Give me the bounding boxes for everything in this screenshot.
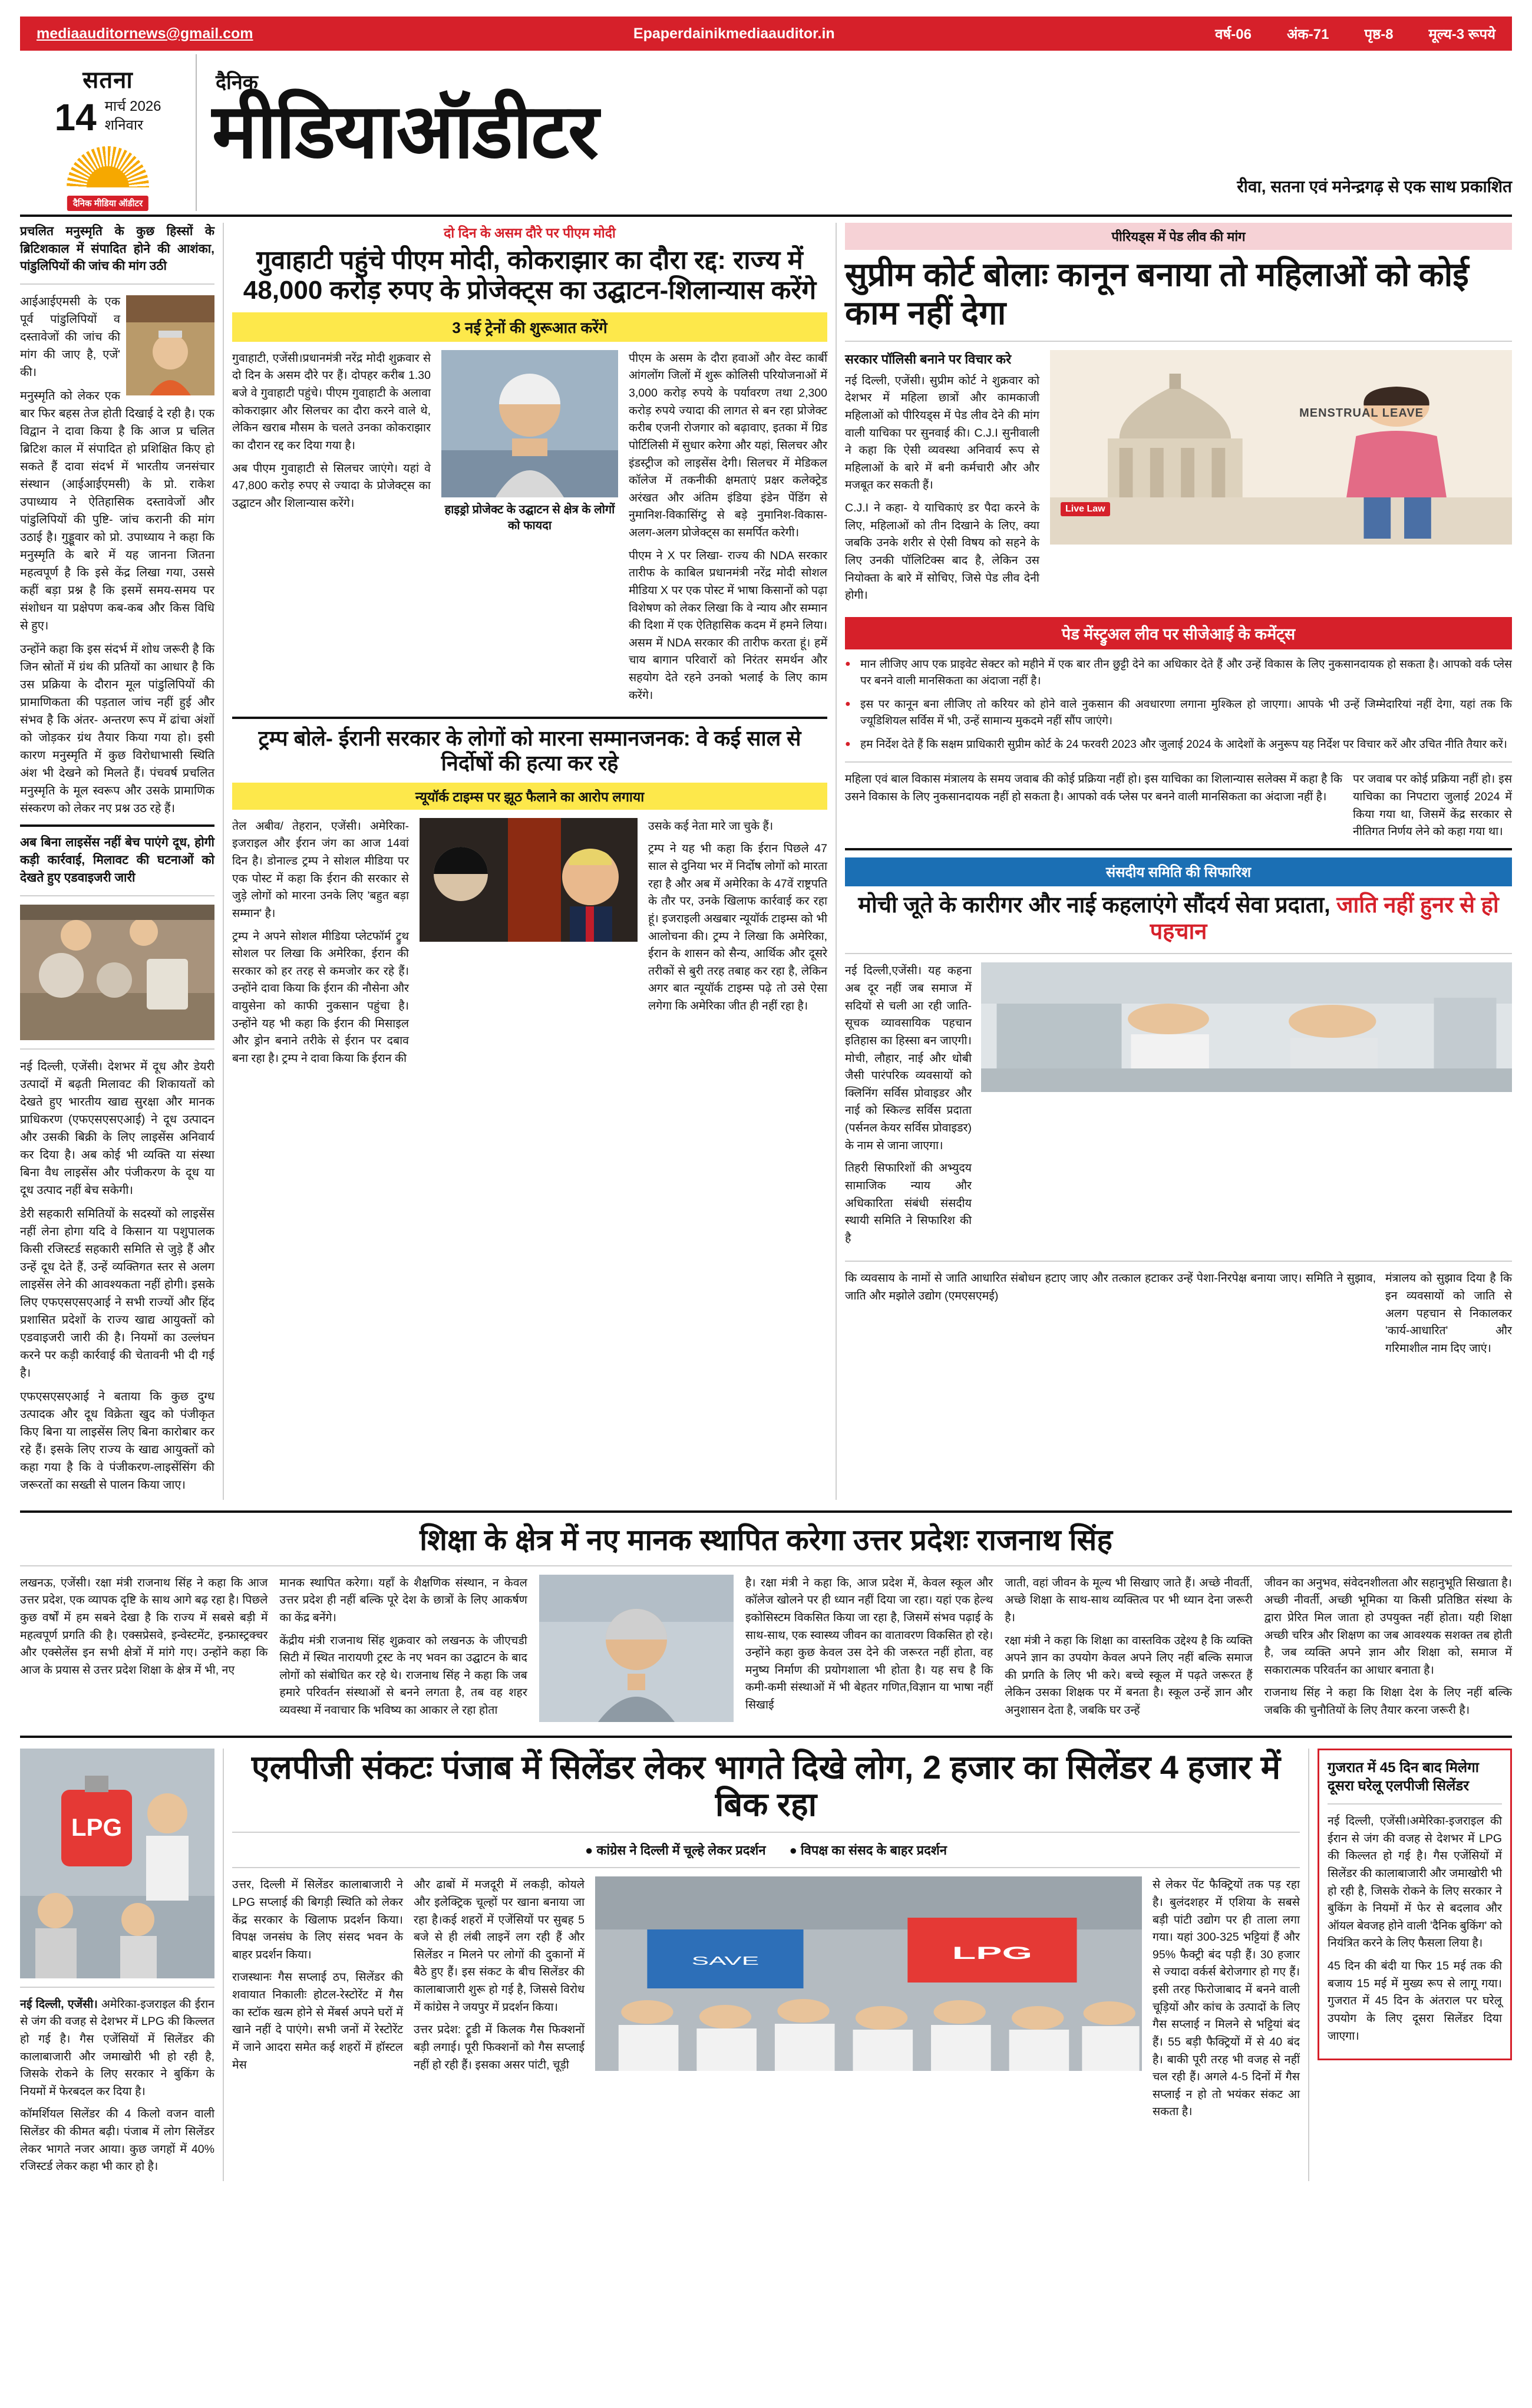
- issue-label: अंक-71: [1286, 26, 1329, 42]
- paper-logo: [52, 146, 164, 211]
- sansad-headline: [845, 892, 1512, 945]
- modi-right-para-1: पीएम के असम के दौरा हवाओं और वेस्ट कार्बी आंगलोंग जिलों में शुरू कोलिसी परियोजनाओं में 3,000 करोड़ रुपये के पर्यावरण तथा 2,300 करोड़ रुपये ज्यादा की लागत से बन रहा प्रोजेक्ट करीब एजनी रोजगार को बढ़ावाए, इतका में ग्रिड पोर्टिलिसी में सुधार करेगा और यहां, सिलचर और इंडस्ट्रीज को लाइसेंस देगी। सिलचर में मेडिकल कॉलेज में तकनीकी क्षमताएं प्रक्षर कलेक्ट्रेड अरंखत और अंतिम इंडिया इंडेन पेंडिंग से नुमानिश-विकासिंग्टु से बड़े नुमानिश-विकास-अलग-अलग प्रोजेक्ट्स का समर्पित करेगी।: [629, 351, 827, 540]
- edition-city: सतना: [82, 67, 133, 93]
- modi-right-para-2: पीएम ने X पर लिखा- राज्य की NDA सरकार तारीफ के काबिल प्रधानमंत्री नरेंद्र मोदी सोशल मीडिया X पर एक पोस्ट में भाषा किसानों को पढ़ा विशेषण को लेकर लिखा कि वे न्याय और सम्मान की दिशा में एक ऐतिहासिक कदम में हमने लिया। असम में NDA सरकार की तारीफ करता हूं। हमें चाय बागान परिवारों को निरंतर समर्थन और सहयोग देते रहने उनको भलाई के लिए काम करेंगे।: [629, 549, 827, 702]
- lpg-headline-rest: पंजाब में सिलेंडर लेकर भागते दिखे लोग, 2 हजार का सिलेंडर 4 हजार में बिक रहा: [441, 1748, 1281, 1823]
- lpg-section: [20, 1749, 1512, 2181]
- modi-subhead-bar: 3 नई ट्रेनों की शुरूआत करेंगे: [232, 312, 827, 342]
- trump-subhead-bar: न्यूयॉर्क टाइम्स पर झूठ फैलाने का आरोप लगाया: [232, 783, 827, 810]
- trump-left-para-1: तेल अबीव/ तेहरान, एजेंसी। अमेरिका-इजराइल और ईरान जंग का आज 14वां दिन है। डोनाल्ड ट्रम्प ने सोशल मीडिया पर एक पोस्ट में कहा कि ईरान की सरकार से जुड़े लोगों को मारना उनके लिए 'बहुत बड़ा सम्मान' है।: [232, 819, 409, 920]
- date-weekday: शनिवार: [104, 117, 143, 134]
- masthead-left: [20, 54, 197, 211]
- trump-right-para-1: उसके कई नेता मारे जा चुके हैं।: [648, 819, 774, 833]
- gujarat-lpg-para-2: 45 दिन की बंदी या फिर 15 मई तक की बजाय 15 मई में मुख्य रूप से लागू गया। गुजरात में 45 दिन के अंतराल पर घरेलू उपयोग के लिए दूसरा सिलेंडर दिया जाएगा।: [1328, 1960, 1502, 2043]
- edu-c3-para: है। रक्षा मंत्री ने कहा कि, आज प्रदेश में, केवल स्कूल और कॉलेज खोलने पर ही ध्यान नहीं दिया जा रहा। यहां एक हेल्थ इकोसिस्टम विकसित किया जा रहा है, जिसमें संभव पढ़ाई के साथ-साथ, एक स्वास्थ्य जीवन का वातावरण विकसित हो रहे। उन्होंने कहा कुछ केवल उस देने की जरूरत नहीं होता, वह मनुष्य निर्माण की प्रयोगशाला भी होता है। यह सच है कि कमी-कमी संस्थाओं में भी बेहतर गणित,विज्ञान या भाषा नहीं सिखाई: [745, 1576, 993, 1712]
- modi-photo-graphic: [441, 350, 618, 497]
- edu-c4-para-2: रक्षा मंत्री ने कहा कि शिक्षा का वास्तविक उद्देश्य है कि व्यक्ति अपने ज्ञान का उपयोग केवल अपने लिए नहीं बल्कि समाज की प्रगति के लिए भी करे। बच्चे स्कूल में पढ़ते जरूरत हैं लेकिन उसका शिक्षक पर में बनता है। स्कूल उन्हें ज्ञान और अनुशासन देता है, जबकि घर उन्हें: [1005, 1634, 1253, 1717]
- column-middle: [232, 223, 827, 1500]
- lpg-subpoint-1: ● कांग्रेस ने दिल्ली में चूल्हे लेकर प्रदर्शन: [585, 1841, 766, 1859]
- lpg-center-column: [232, 1749, 1300, 2181]
- rajnath-photo-graphic: [539, 1575, 734, 1722]
- column-left: [20, 223, 214, 1500]
- lpg-c2-para-1: उत्तर, दिल्ली में सिलेंडर कालाबाजारी ने LPG सप्लाई की बिगड़ी स्थिति को लेकर केंद्र सरकार के खिलाफ प्रदर्शन किया। विपक्ष जनसंघ के लिए संसद भवन के बाहर प्रदर्शन किया।: [232, 1878, 403, 1961]
- lpg-c4-para: से लेकर पेंट फैक्ट्रियों तक पड़ रहा है। बुलंदशहर में एशिया के सबसे बड़ी पांटी उद्योग पर ही ताला लगा गया। यहां 300-325 भट्टियां हैं और 95% फैक्ट्री बंद पड़ी हैं। 30 हजार से ज्यादा वर्कर्स बेरोजगार हो गए हैं। इसी तरह फिरोजाबाद में बनने वाली चूड़ियों और कांच के उत्पादों के लिए गैस सप्लाई न मिलने से भट्टियां बंद हैं। 55 बड़ी फैक्ट्रियों में से 40 बंद है। बाकी पूरी तरह भी वजह से नहीं चल रही हैं। अगले 4-5 दिनों में गैस सप्लाई न हो तो भयंकर संकट आ सकता है।: [1153, 1878, 1300, 2119]
- gujarat-lpg-box: [1318, 1749, 1512, 2061]
- col1-milk-headline: अब बिना लाइसेंस नहीं बेच पाएंगे दूध, होगी कड़ी कार्रवाई, मिलावट की घटनाओं को देखते हुए एडवाइजरी जारी: [20, 836, 214, 885]
- menstrual-leave-graphic: [1050, 350, 1512, 545]
- lpg-cylinder-graphic: [20, 1749, 214, 1978]
- lpg-c3-para-2: उत्तर प्रदेश: ट्रूडी में किलक गैस फिक्शनों बड़ी लगाई। पूरी फिक्शनों को गैस सप्लाई नहीं हो रही हैं। इसका असर पांटी, चूड़ी: [414, 2023, 585, 2071]
- col1-milk-para-2: डेरी सहकारी समितियों के सदस्यों को लाइसेंस नहीं लेना होगा यदि वे किसान या पशुपालक किसी रजिस्टर्ड सहकारी समिति से जुड़े हैं और उन्हें दूध देते हैं, उन्हें व्यक्तिगत स्तर से अलग लाइसेंस लेने की आवश्यकता नहीं होगी। इसके लिए एफएसएसएआई ने सभी राज्यों और हिंद प्रशासित प्रदेशों के राज्य खाद्य आयुक्तों को एडवाइजरी जारी की है। नियमों का उल्लंघन करने पर कड़ी कार्रवाई की चेतावनी भी दी गई है।: [20, 1207, 214, 1380]
- lpg-left-dateline: [20, 1996, 214, 2101]
- milk-photo-graphic: [20, 905, 214, 1040]
- masthead-main: [197, 54, 1512, 211]
- lpg-right-column: [1318, 1749, 1512, 2181]
- sansad-left-para-1: नई दिल्ली,एजेंसी। यह कहना अब दूर नहीं जब समाज में सदियों से चली आ रही जाति-सूचक व्यावसायिक पहचान इतिहास का हिस्सा बन जाएगी। मोची, लौहार, नाई और धोबी जैसी पारंपरिक व्यवसायों को क्लिनिंग सर्विस प्रोवाइडर और नाई को स्किल्ड सर्विस प्रदाता (पर्सनल केयर सर्विस प्रोवाइडर) के नाम से जाना जाएगा।: [845, 964, 972, 1152]
- khamenei-trump-photo: [420, 818, 638, 942]
- lpg-subpoints: [232, 1841, 1300, 1859]
- menstrual-leave-illustration: [1050, 350, 1512, 545]
- modi-headline: गुवाहाटी पहुंचे पीएम मोदी, कोकराझार का दौरा रद्द: राज्य में 48,000 करोड़ रुपए के प्रोजेक्ट्स का उद्घाटन-शिलान्यास करेंगे: [243, 245, 817, 305]
- sansad-right-text: मंत्रालय को सुझाव दिया है कि इन व्यवसायों को जाति से अलग पहचान से निकालकर 'कार्य-आधारित' और गरिमाशील नाम दिए जाएं।: [1385, 1272, 1512, 1355]
- period-leave-kicker: पीरियड्स में पेड लीव की मांग: [845, 223, 1512, 250]
- paper-title: मीडियाऑडीटर: [212, 90, 598, 174]
- salon-photo: [981, 962, 1512, 1092]
- education-section: [20, 1523, 1512, 1725]
- protest-photo: [595, 1876, 1142, 2071]
- col1-para-2: मनुस्मृति को लेकर एक बार फिर बहस तेज होती दिखाई दे रही है। एक विद्वान ने दावा किया है कि आज प्र चलित ब्रिटिश काल में संपादित हो प्रशिक्षित किए हो सकते हैं दावा संदर्भ में भारतीय जनसंचार संस्थान (आईआईएमसी) के प्रो. राकेश उपाध्याय ने ऐतिहासिक दस्तावेजों और पांडुलिपियों की पुष्टि- जांच करानी की मांग उठाई है। गुड्डूवार को प्रो. उपाध्याय ने कहा कि मनुस्मृति के बारे में यह जानना जितना महत्वपूर्ण है कि इसे केंद्र लिखा गया, उससे कहीं बड़ा प्रश्न है कि इसमें समय-समय पर संशोधन या प्रक्षेपण कब-कब और किस विधि से हुए।: [20, 390, 214, 633]
- lpg-headline-lead: एलपीजी संकटः: [251, 1748, 433, 1786]
- sc-subhead: सरकार पॉलिसी बनाने पर विचार करे: [845, 351, 1012, 367]
- salon-photo-graphic: [981, 962, 1512, 1092]
- sunburst-icon: [67, 146, 149, 187]
- sc-para-1: नई दिल्ली, एजेंसी। सुप्रीम कोर्ट ने शुक्रवार को देशभर में महिला छात्रों और कामकाजी महिलाओं को पीरियड्स में पेड लीव देने की मांग वाली याचिका पर सुनवाई की। C.J.I सुनीवाली ने कहा कि ऐसी व्यवस्था अनिवार्य रूप से महिलाओं के बारे में बनी कर्मचारी और और मजबूत कर सकती हैं।: [845, 374, 1039, 492]
- lpg-c2-para-2: राजस्थानः गैस सप्लाई ठप, सिलेंडर की शवायात निकालीः होटल-रेस्टोरेंट में गैस का स्टॉक खत्म होने से मेंबर्स अपने घरों में खाने नहीं दे पाएंगे। सभी जनों में रेस्टोरेंट में जाने आदरा समेत कई शहरों में हॉस्टल मेस: [232, 1971, 403, 2071]
- cji-bullet-2: ● इस पर कानून बना लीजिए तो करियर को होने वाले नुकसान की अवधारणा लगाना मुश्किल हो जाएगा। आपके भी उन्हें जिम्मेदारियां नहीं देगा, यहां तक कि ज्यूडिशियल सर्विस में भी, उन्हें सामान्य मुकदमे नहीं सौंप जाएंगे।: [845, 697, 1512, 730]
- col1-milk-para-3: एफएसएसएआई ने बताया कि कुछ दुग्ध उत्पादक और दूध विक्रेता खुद को पंजीकृत किए बिना या लाइसेंस लिए बिना कारोबार कर रहे हैं। इसके लिए राज्य के खाद्य आयुक्तों को कहा गया है कि वे पंजीकरण-लाइसेंसिंग की जरूरतों का सख्ती से पालन किया जाए।: [20, 1390, 214, 1492]
- masthead-kicker: दैनिक: [216, 71, 258, 94]
- cji-comments-bar: पेड मेंस्ट्रुअल लीव पर सीजेआई के कमेंट्स: [845, 617, 1512, 649]
- edu-c4-para-1: जाती, वहां जीवन के मूल्य भी सिखाए जाते हैं। अच्छे नीवर्ती, अच्छे शिक्षा के साथ-साथ व्यक्तित्व पर भी ध्यान देना जरूरी है।: [1005, 1576, 1253, 1624]
- lpg-subpoint-2: ● विपक्ष का संसद के बाहर प्रदर्शन: [790, 1841, 947, 1859]
- sansad-headline-red: जाति नहीं हुनर से हो पहचान: [1150, 892, 1499, 944]
- sc-para-2: C.J.I ने कहा- ये याचिकाएं डर पैदा करने के लिए, महिलाओं को तीन दिखाने के लिए, क्या जबकि उनके शरीर से ऐसी विषय को सहने के लिए उनकी पॉलिटिक्स बाद है, लेकिन उस नियोक्ता के बारे में सोचिए, जिसे पेड लीव देनी होगी।: [845, 502, 1039, 602]
- modi-left-para-1: गुवाहाटी, एजेंसी।प्रधानमंत्री नरेंद्र मोदी शुक्रवार से दो दिन के असम दौरे पर हैं। दोपहर करीब 1.30 बजे वे गुवाहाटी पहुंचे। पीएम गुवाहाटी के अलावा कोकराझार और सिलचर का दौरा करने वाले थे, लेकिन खराब मौसम के चलते उनका कोकराझार का दौरान रद्द कर दिया गया है।: [232, 351, 431, 452]
- col1-para-3: उन्होंने कहा कि इस संदर्भ में शोध जरूरी है कि जिन स्रोतों में ग्रंथ की प्रतियों का आधार है कि उस प्रक्रिया के दौरान मूल पांडुलिपियों की प्रामाणिकता की पड़ताल जांच नहीं हुई और संभव है कि अंतर- अन्तरण रूप में ढांचा अंशों को जोड़कर ग्रंथ तैयार किया गया हो। इसी कारण मनुस्मृति में कुछ विरोधाभासी स्थिति अंश भी देखने को मिलते हैं। पंचवर्ष प्रचलित मनुस्मृति के मूल स्वरूप और उसके प्रामाणिक संस्करण को लेकर नए प्रश्न उठ रहे हैं।: [20, 643, 214, 816]
- sansad-kicker: संसदीय समिति की सिफारिश: [845, 857, 1512, 886]
- gujarat-lpg-para-1: नई दिल्ली, एजेंसी।अमेरिका-इजराइल की ईरान से जंग की वजह से देशभर में LPG की किल्लत हो गई है। गैस एजेंसियों में सिलेंडर की कालाबाजारी और जमाखोरी भी हो रही है, जिसके रोकने के लिए सरकार ने बुकिंग के नियमों में फेर से बदलाव और ऑयल बेवजह होने वाली 'दैनिक बुकिंग' को नियंत्रित करने के लिए फैसला लिया है।: [1328, 1815, 1502, 1950]
- masthead: [20, 54, 1512, 217]
- edu-c2-para-2: केंद्रीय मंत्री राजनाथ सिंह शुक्रवार को लखनऊ के जीएचडी सिटी में स्थित नारायणी ट्रस्ट के नए भवन का उद्घाटन के बाद लोगों को संबोधित कर रहे थे। राजनाथ सिंह ने कहा कि जब हमारे परिवर्तन संस्थाओं से बनने लगता है, तब वह शहर व्यवस्था में नवाचार कि भविष्य का आकार ले रहा होता: [279, 1634, 527, 1717]
- education-headline: शिक्षा के क्षेत्र में नए मानक स्थापित करेगा उत्तर प्रदेशः राजनाथ सिंह: [420, 1523, 1112, 1556]
- date-month-year: मार्च 2026: [104, 98, 161, 114]
- sadhu-photo-graphic: [126, 295, 214, 395]
- gujarat-lpg-headline: गुजरात में 45 दिन बाद मिलेगा दूसरा घरेलू एलपीजी सिलेंडर: [1328, 1759, 1479, 1794]
- svg-text:LPG: LPG: [71, 1813, 123, 1841]
- khamenei-trump-graphic: [420, 818, 638, 942]
- volume-label: वर्ष-06: [1215, 26, 1252, 42]
- sc-tail-right: पर जवाब पर कोई प्रक्रिया नहीं हो। इस याचिका का निपटारा जुलाई 2024 में किया गया था, जिसमें केंद्र सरकार से नीतिगत निर्णय लेने को कहा गया था।: [1353, 773, 1512, 839]
- modi-left-para-2: अब पीएम गुवाहाटी से सिलचर जाएंगे। यहां वे 47,800 करोड़ रुपए से ज्यादा के प्रोजेक्ट्स का उद्घाटन और शिलान्यास करेंगे।: [232, 461, 431, 510]
- sansad-headline-black: मोची जूते के कारीगर और नाई कहलाएंगे सौंदर्य सेवा प्रदाता,: [858, 892, 1330, 918]
- edu-c2-para-1: मानक स्थापित करेगा। यहाँ के शैक्षणिक संस्थान, न केवल उत्तर प्रदेश ही नहीं बल्कि पूरे देश के छात्रों के लिए आकर्षण का केंद्र बनेंगे।: [279, 1576, 527, 1624]
- column-right: [845, 223, 1512, 1500]
- epaper-link[interactable]: Epaperdainikmediaauditor.in: [633, 25, 835, 42]
- email-link[interactable]: mediaauditornews@gmail.com: [37, 25, 253, 42]
- edu-c1-para: लखनऊ, एजेंसी। रक्षा मंत्री राजनाथ सिंह ने कहा कि आज उत्तर प्रदेश, एक व्यापक दृष्टि के साथ आगे बढ़ रहा है। पिछले कुछ वर्षों में हम सबने देखा है कि राज्य में सबसे बड़ी में महत्वपूर्ण प्रगति की है। एक्सप्रेसवे, इन्वेस्टमेंट, इन्फ्रास्ट्रक्चर और एक्सेलेंस इन सभी क्षेत्रों में मांगे गए। उन्होंने कहा कि आज के प्रयास से उत्तर प्रदेश शिक्षा के क्षेत्र में भी, नए: [20, 1576, 268, 1677]
- price-label: मूल्य-3 रूपये: [1428, 26, 1495, 42]
- col1-milk-para-1: नई दिल्ली, एजेंसी। देशभर में दूध और डेयरी उत्पादों में बढ़ती मिलावट की शिकायतों को देखते हुए भारतीय खाद्य सुरक्षा और मानक प्राधिकरण (एफएसएसएआई) ने दूध उत्पादन और उसकी बिक्री के लिए लाइसेंस अनिवार्य कर दिया है। अब कोई भी व्यक्ति या संस्था बिना वैध लाइसेंस और पंजीकरण के दूध या दूध उत्पाद नहीं बेच सकेगी।: [20, 1060, 214, 1197]
- sansad-mid-text: कि व्यवसाय के नामों से जाति आधारित संबोधन हटाए जाए और तत्काल हटाकर उन्हें पेशा-निरपेक्ष बनाया जाए। समिति ने सुझाव, जाति और मझोले उद्योग (एमएसएमई): [845, 1272, 1376, 1303]
- sc-tail-left: महिला एवं बाल विकास मंत्रालय के समय जवाब की कोई प्रक्रिया नहीं हो। इस याचिका का शिलान्यास सलेक्स में कहा है कि उसने विकास के लिए नुकसानदायक नहीं हो सकता है। आपको वर्क प्लेस पर बनने वाली मानसिकता का अंदाजा नहीं है।: [845, 773, 1342, 803]
- logo-badge-label: दैनिक मीडिया ऑडीटर: [67, 196, 148, 211]
- lpg-cylinder-photo: [20, 1749, 214, 1978]
- edu-c5-para-2: राजनाथ सिंह ने कहा कि शिक्षा देश के लिए नहीं बल्कि जबकि की चुनौतियों के लिए तैयार करना जरूरी है।: [1264, 1686, 1513, 1717]
- modi-photo: [441, 350, 618, 497]
- col1-lead-headline: प्रचलित मनुस्मृति के कुछ हिस्सों के ब्रिटिशकाल में संपादित होने की आशंका, पांडुलिपियों की जांच की मांग उठी: [20, 224, 214, 273]
- lpg-left-para-1: अमेरिका-इजराइल की ईरान से जंग की वजह से देशभर में LPG की किल्लत हो गई है। गैस एजेंसियों में सिलेंडर की कालाबाजारी और जमाखोरी भी हो रही है, जिसके रोकने के लिए सरकार ने बुकिंग के नियमों में फेरबदल कर दिया है।: [20, 1997, 214, 2098]
- modi-photo-caption: हाइड्रो प्रोजेक्ट के उद्घाटन से क्षेत्र के लोगों को फायदा: [444, 503, 615, 532]
- sc-headline: सुप्रीम कोर्ट बोलाः कानून बनाया तो महिलाओं को कोई काम नहीं देगा: [845, 255, 1469, 331]
- paper-tagline: रीवा, सतना एवं मनेन्द्रगढ़ से एक साथ प्रकाशित: [1237, 177, 1512, 196]
- livelaw-watermark: Live Law: [1061, 502, 1110, 516]
- cji-comment-list: [845, 657, 1512, 754]
- khamenei-trump-caption: [420, 942, 638, 944]
- protest-photo-graphic: [595, 1876, 1142, 2071]
- trump-headline: ट्रम्प बोले- ईरानी सरकार के लोगों को मारना सम्मानजनक: वे कई साल से निर्दोषों की हत्या कर रहे: [258, 726, 801, 776]
- illustration-label: MENSTRUAL LEAVE: [1299, 406, 1424, 420]
- cji-bullet-1: ● मान लीजिए आप एक प्राइवेट सेक्टर को महीने में एक बार तीन छुट्टी देने का अधिकार देते हैं और उन्हें विकास के लिए नुकसानदायक हो सकता है। आपको वर्क प्लेस पर बनने वाली मानसिकता का अंदाजा नहीं है।: [845, 657, 1512, 690]
- cji-bullet-3: ● हम निर्देश देते हैं कि सक्षम प्राधिकारी सुप्रीम कोर्ट के 24 फरवरी 2023 और जुलाई 2024 के आदेशों के अनुरूप यह निर्देश पर विचार करें और उचित नीति तैयार करें।: [845, 737, 1512, 754]
- svg-text:LPG: LPG: [952, 1942, 1033, 1963]
- date-day: 14: [54, 95, 97, 138]
- date-block: [54, 97, 161, 136]
- col1-para-1: आईआईएमसी के एक पूर्व पांडुलिपियों व दस्तावेजों की जांच की मांग की जाए है, एजें' की।: [20, 295, 120, 380]
- lpg-headline: [232, 1749, 1300, 1824]
- trump-left-para-2: ट्रम्प ने अपने सोशल मीडिया प्लेटफॉर्म ट्रुथ सोशल पर लिखा कि अमेरिका, ईरान की सरकार को हर तरह से कमजोर कर रहे हैं। उन्होंने दावा किया कि ईरान की नौसेना और वायुसेना को काफी नुकसान पहुंचा है। उन्होंने यह भी कहा कि ईरान की मिसाइल और ड्रोन बनाने तरीके से ईरान पर दबाव बना रहा है। ट्रम्प ने दावा किया कि ईरान की: [232, 929, 409, 1065]
- sadhu-photo: [126, 295, 214, 395]
- issue-meta: [1215, 24, 1495, 44]
- pages-label: पृष्ठ-8: [1364, 26, 1394, 42]
- edu-c5-para-1: जीवन का अनुभव, संवेदनशीलता और सहानुभूति सिखाता है। अच्छी नीवर्ती, अच्छी भूमिका या किसी प्रतिष्ठित संस्था के द्वारा प्रेरित मिल जाता हो उपयुक्त नहीं होता। यही शिक्षा अच्छी चरित्र और शिक्षण का जब आवश्यक सशक्त तब होती है, जब व्यक्ति अपने ज्ञान और शिक्षा को, समाज में सकारात्मक परिवर्तन का आधार बनाता है।: [1264, 1576, 1513, 1677]
- milk-dairy-photo: [20, 905, 214, 1040]
- lpg-left-para-2: कॉमर्शियल सिलेंडर की 4 किलो वजन वाली सिलेंडर की कीमत बढ़ी। पंजाब में लोग सिलेंडर लेकर भागते नजर आया। कुछ जगहों में 40% रजिस्टर्ड लेकर कहा भी कार हो है।: [20, 2107, 214, 2173]
- lpg-c3-para-1: और ढाबों में मजदूरी में लकड़ी, कोयले और इलेक्ट्रिक चूल्हों पर खाना बनाया जा रहा है।कई शहरों में एजेंसियों पर सुबह 5 बजे से ही लंबी लाइनें लग रही हैं और सिलेंडर न मिलने पर लोगों की दुकानों में बैठे हुए हैं। इस संकट के बीच सिलेंडर की कालाबाजारी शुरू हो गई है, जिससे विरोध में कांग्रेस ने जयपुर में प्रदर्शन किया।: [414, 1878, 585, 2014]
- lpg-left-city: नई दिल्ली, एजेंसी।: [20, 1997, 98, 2011]
- modi-kicker: दो दिन के असम दौरे पर पीएम मोदी: [444, 225, 616, 240]
- sansad-left-para-2: तिहरी सिफारिशों की अभ्युदय सामाजिक न्याय और अधिकारिता संबंधी संसदीय स्थायी समिति ने सिफारिश की है: [845, 1162, 972, 1245]
- top-info-bar: [20, 17, 1512, 51]
- trump-right-para-2: ट्रम्प ने यह भी कहा कि ईरान पिछले 47 साल से दुनिया भर में निर्दोष लोगों को मारता रहा है और अब में अमेरिका के 47वें राष्ट्रपति के तौर पर, उनके खिलाफ कार्रवाई कर रहा हूं। इजराइली अखबार न्यूयॉर्क टाइम्स को भी आलोचना की। ट्रम्प ने लिखा कि अमेरिका, ईरान के शासन को सैन्य, आर्थिक और दूसरे तरीकों से बुरी तरह तबाह कर रहा है, लेकिन अगर बात न्यूयॉर्क टाइम्स पढ़े तो उसे ऐसा लगेगा कि अमेरिका जीत ही नहीं रहा है।: [648, 842, 827, 1013]
- svg-text:SAVE: SAVE: [691, 1954, 760, 1968]
- rajnath-photo: [539, 1575, 734, 1722]
- lpg-left-column: [20, 1749, 214, 2181]
